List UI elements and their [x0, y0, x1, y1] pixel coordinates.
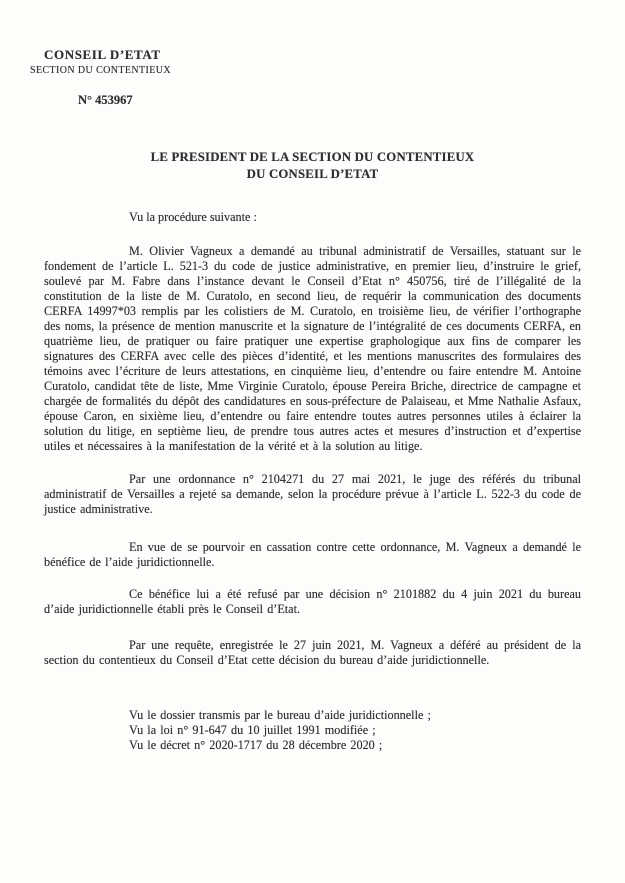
- document-body: [44, 244, 581, 753]
- visa-line: Vu la loi n° 91-647 du 10 juillet 1991 modifiée ;: [129, 723, 376, 737]
- body-paragraph: En vue de se pourvoir en cassation contre cette ordonnance, M. Vagneux a demandé le bénéfice de l’aide juridictionnelle.: [44, 540, 581, 569]
- body-paragraph: Par une requête, enregistrée le 27 juin 2021, M. Vagneux a déféré au président de la section du contentieux du Conseil d’Etat cette décision du bureau d’aide juridictionnelle.: [44, 638, 581, 667]
- case-number: N° 453967: [78, 93, 133, 107]
- document-title-line2: DU CONSEIL D’ETAT: [246, 166, 379, 181]
- document-title: [0, 149, 625, 182]
- procedure-intro: Vu la procédure suivante :: [129, 210, 257, 224]
- visa-line: Vu le dossier transmis par le bureau d’aide juridictionnelle ;: [129, 708, 431, 722]
- document-title-line1: LE PRESIDENT DE LA SECTION DU CONTENTIEUX: [150, 150, 475, 164]
- visa-line: Vu le décret n° 2020-1717 du 28 décembre 2020 ;: [129, 738, 383, 752]
- section-name: SECTION DU CONTENTIEUX: [30, 65, 172, 76]
- body-paragraph: M. Olivier Vagneux a demandé au tribunal administratif de Versailles, statuant sur le fondement de l’article L. 521-3 du code de justice administrative, en premier lieu, d’instruire le grief, soulevé par M. Fabre dans l’instance devant le Conseil d’Etat n° 450756, tiré de l’illégalité de la constitution de la liste de M. Curatolo, en second lieu, de requérir la communication des documents CERFA 14997*03 remplis par les colistiers de M. Curatolo, en troisième lieu, de vérifier l’orthographe des noms, la présence de mention manuscrite et la signature de l’intégralité de ces documents CERFA, en quatrième lieu, de pratiquer ou faire pratiquer une expertise graphologique aux fins de comparer les signatures des CERFA avec celle des pièces d’identité, et les mentions manuscrites des formulaires des témoins avec l’écriture de leurs attestations, en cinquième lieu, d’entendre ou faire entendre M. Antoine Curatolo, candidat tête de liste, Mme Virginie Curatolo, épouse Pereira Briche, directrice de campagne et chargée de formalités du dépôt des candidatures en sous-préfecture de Palaiseau, et Mme Nathalie Asfaux, épouse Caron, en sixième lieu, d’entendre ou faire entendre toutes autres personnes utiles à éclairer la solution du litige, en septième lieu, de prendre tous autres actes et mesures d’instruction et d’expertise utiles et nécessaires à la manifestation de la vérité et à la solution au litige.: [44, 244, 581, 453]
- institution-name: CONSEIL D’ETAT: [44, 47, 161, 62]
- body-paragraph: Par une ordonnance n° 2104271 du 27 mai 2021, le juge des référés du tribunal administratif de Versailles a rejeté sa demande, selon la procédure prévue à l’article L. 522-3 du code de justice administrative.: [44, 472, 581, 516]
- body-paragraph: Ce bénéfice lui a été refusé par une décision n° 2101882 du 4 juin 2021 du bureau d’aide juridictionnelle établi près le Conseil d’Etat.: [44, 587, 581, 616]
